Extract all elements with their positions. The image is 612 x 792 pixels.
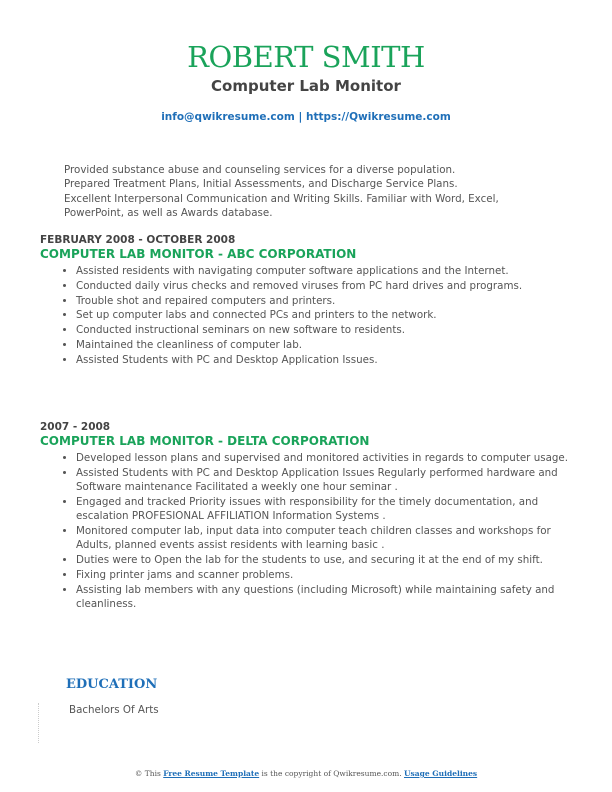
job-bullets [40, 451, 580, 611]
summary: Provided substance abuse and counseling services for a diverse population. Prepared Treatment Plans, Initial Assessments, and Discharge Service Plans. Excellent Interpersonal Communication and Writing Skills. Familiar with Word, Excel, PowerPoint, as well as Awards database. [64, 164, 499, 219]
education-heading: EDUCATION [66, 677, 158, 692]
job-role: COMPUTER LAB MONITOR - ABC CORPORATION [40, 247, 357, 261]
job-role: COMPUTER LAB MONITOR - DELTA CORPORATION [40, 434, 370, 448]
usage-guidelines-link[interactable]: Usage Guidelines [404, 769, 478, 778]
separator: | [294, 111, 306, 123]
job-dates: FEBRUARY 2008 - OCTOBER 2008 [40, 234, 236, 246]
list-item: • Assisting lab members with any questions (including Microsoft) while maintaining safety and cleanliness. [76, 583, 580, 612]
list-item: • Duties were to Open the lab for the students to use, and securing it at the end of my shift. [76, 553, 580, 567]
experience-entry [40, 421, 580, 612]
footer [0, 769, 612, 778]
list-item: • Set up computer labs and connected PCs and printers to the network. [76, 308, 580, 322]
candidate-name: ROBERT SMITH [187, 40, 425, 74]
education-divider [38, 703, 39, 743]
email-link[interactable]: info@qwikresume.com [161, 111, 295, 123]
job-bullets [40, 264, 580, 367]
list-item: • Trouble shot and repaired computers and printers. [76, 294, 580, 308]
experience-entry [40, 234, 580, 368]
job-dates: 2007 - 2008 [40, 421, 111, 433]
footer-prefix: © This [134, 769, 164, 778]
footer-middle: is the copyright of Qwikresume.com. [259, 769, 405, 778]
education-degree: Bachelors Of Arts [69, 704, 159, 716]
free-resume-template-link[interactable]: Free Resume Template [163, 769, 260, 778]
list-item: • Maintained the cleanliness of computer lab. [76, 338, 580, 352]
list-item: • Fixing printer jams and scanner problems. [76, 568, 580, 582]
contact-line [0, 111, 612, 123]
list-item: • Assisted Students with PC and Desktop Application Issues Regularly performed hardware and Software maintenance Facilitated a weekly one hour seminar . [76, 466, 580, 495]
job-title: Computer Lab Monitor [211, 77, 401, 95]
list-item: • Monitored computer lab, input data into computer teach children classes and workshops for Adults, planned events assist residents with learning basic . [76, 524, 580, 553]
website-link[interactable]: https://Qwikresume.com [305, 111, 451, 123]
list-item: • Engaged and tracked Priority issues with responsibility for the timely documentation, and escalation PROFESIONAL AFFILIATION Information Systems . [76, 495, 580, 524]
list-item: • Developed lesson plans and supervised and monitored activities in regards to computer usage. [76, 451, 580, 465]
list-item: • Conducted instructional seminars on new software to residents. [76, 323, 580, 337]
list-item: • Assisted Students with PC and Desktop Application Issues. [76, 353, 580, 367]
list-item: • Conducted daily virus checks and removed viruses from PC hard drives and programs. [76, 279, 580, 293]
list-item: • Assisted residents with navigating computer software applications and the Internet. [76, 264, 580, 278]
